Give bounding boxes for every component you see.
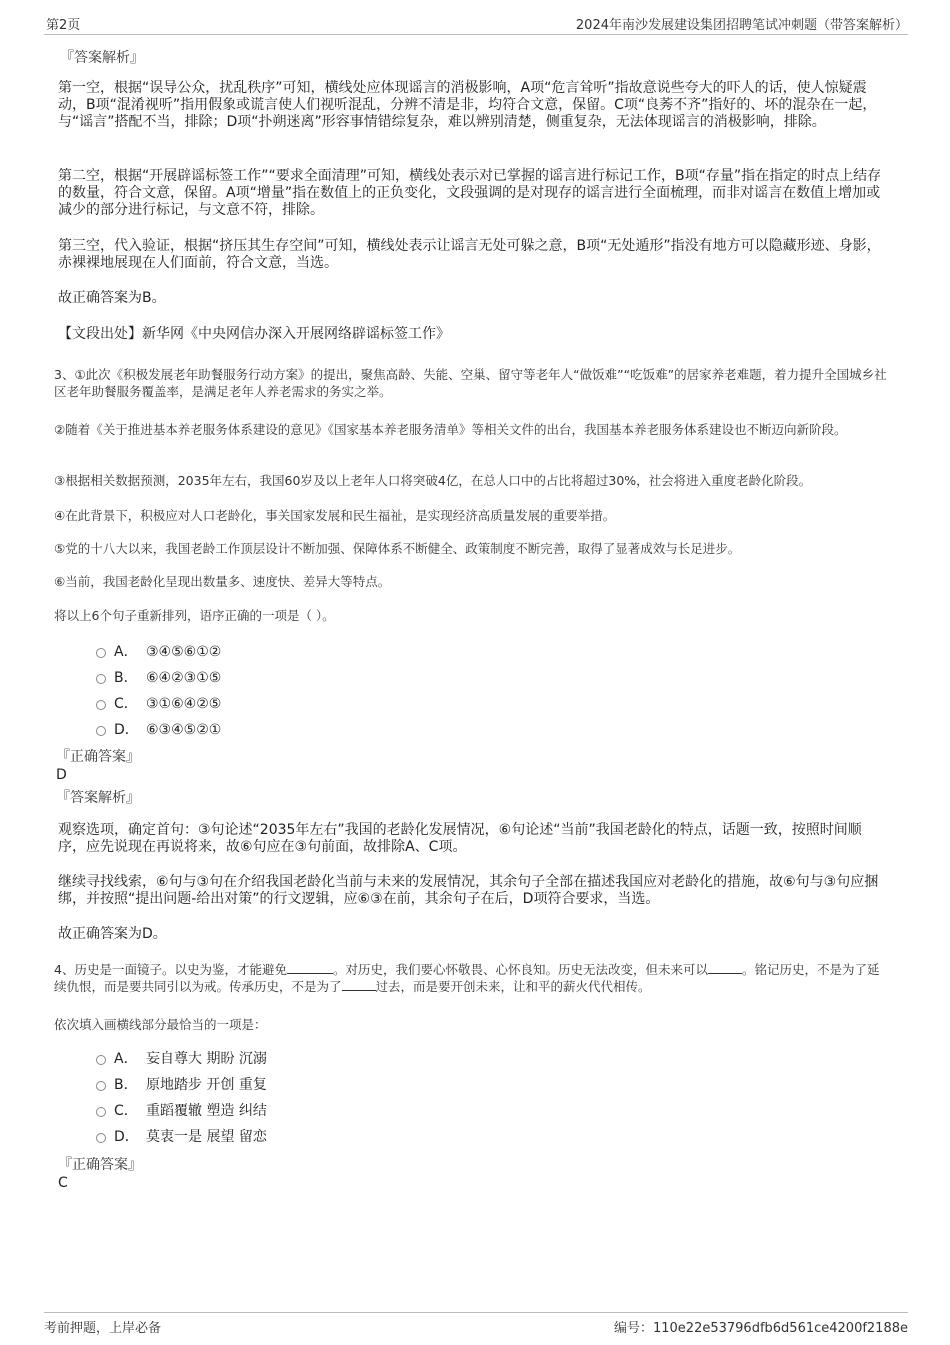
- q3-analysis-2: 继续寻找线索，⑥句与③句在介绍我国老龄化当前与未来的发展情况，其余句子全部在描述我国应对老龄化的措施，故⑥句与③句应捆绑，并按照“提出问题-给出对策”的行文逻辑，应⑥③在前，其余句子在后，D项符合要求，当选。: [58, 874, 879, 907]
- document-title: 2024年南沙发展建设集团招聘笔试冲刺题（带答案解析）: [575, 18, 908, 33]
- document-id: 编号：110e22e53796dfb6d561ce4200f2188e: [613, 1321, 908, 1336]
- q3-sentence-5: ⑤党的十八大以来，我国老龄工作顶层设计不断加强、保障体系不断健全、政策制度不断完善，取得了显著成效与长足进步。: [54, 541, 741, 556]
- q3-analysis-1: 观察选项，确定首句：③句论述“2035年左右”我国的老龄化发展情况，⑥句论述“当前”我国老龄化的特点，话题一致，按照时间顺序，应先说现在再说将来，故⑥句应在③句前面，故排除A、C项。: [58, 822, 862, 855]
- analysis-label: 『答案解析』: [56, 790, 140, 806]
- analysis-label: 『答案解析』: [60, 50, 144, 66]
- q3-analysis-conclusion: 故正确答案为D。: [58, 926, 167, 942]
- analysis-conclusion: 故正确答案为B。: [58, 290, 166, 306]
- q4-prompt: 依次填入画横线部分最恰当的一项是：: [54, 1017, 267, 1032]
- page-number: 第2页: [46, 18, 81, 33]
- blank-3: [342, 978, 376, 991]
- page-header: [44, 12, 908, 35]
- radio-icon[interactable]: [96, 648, 106, 658]
- correct-answer-value: C: [58, 1175, 68, 1191]
- q3-sentence-3: ③根据相关数据预测，2035年左右，我国60岁及以上老年人口将突破4亿，在总人口中的占比将超过30%，社会将进入重度老龄化阶段。: [54, 473, 812, 488]
- radio-icon[interactable]: [96, 726, 106, 736]
- correct-answer-label: 『正确答案』: [58, 1157, 142, 1173]
- radio-icon[interactable]: [96, 1081, 106, 1091]
- q4-option-d[interactable]: D． 莫衷一是 展望 留恋: [56, 1127, 456, 1153]
- q3-sentence-4: ④在此背景下，积极应对人口老龄化，事关国家发展和民生福祉，是实现经济高质量发展的重要举措。: [54, 508, 616, 523]
- q4-option-b[interactable]: B． 原地踏步 开创 重复: [56, 1075, 456, 1101]
- q3-option-b[interactable]: B． ⑥④②③①⑤: [56, 668, 456, 694]
- q4-option-a[interactable]: A． 妄自尊大 期盼 沉溺: [56, 1049, 456, 1075]
- analysis-paragraph-3: 第三空，代入验证，根据“挤压其生存空间”可知，横线处表示让谣言无处可躲之意，B项“无处遁形”指没有地方可以隐藏形迹、身影，赤裸裸地展现在人们面前，符合文意，当选。: [58, 238, 881, 271]
- analysis-paragraph-1: 第一空，根据“误导公众，扰乱秩序”可知，横线处应体现谣言的消极影响，A项“危言耸听”指故意说些夸大的吓人的话，使人惊疑震动，B项“混淆视听”指用假象或谎言使人们视听混乱，分辨不清是非，均符合文意，保留。C项“良莠不齐”指好的、坏的混杂在一起，与“谣言”搭配不当，排除；D项“扑朔迷离”形容事情错综复杂，难以辨别清楚，侧重复杂，无法体现谣言的消极影响，排除。: [58, 80, 877, 130]
- radio-icon[interactable]: [96, 674, 106, 684]
- q3-sentence-1: 3、①此次《积极发展老年助餐服务行动方案》的提出，聚焦高龄、失能、空巢、留守等老年人“做饭难”“吃饭难”的居家养老难题，着力提升全国城乡社区老年助餐服务覆盖率，是满足老年人养老需求的务实之举。: [54, 367, 887, 399]
- radio-icon[interactable]: [96, 1133, 106, 1143]
- q3-options: [56, 642, 456, 746]
- page-footer: [44, 1312, 908, 1337]
- q4-stem: 4、历史是一面镜子。以史为鉴，才能避免 。对历史，我们要心怀敬畏、心怀良知。历史无法改变，但未来可以 。铭记历史，不是为了延续仇恨，而是要共同引以为戒。传承历史，不是为了 过去，而是要开创未来，让和平的薪火代代相传。: [54, 962, 880, 994]
- q3-prompt: 将以上6个句子重新排列，语序正确的一项是（ ）。: [54, 608, 335, 623]
- q4-options: [56, 1049, 456, 1153]
- blank-2: [708, 961, 742, 974]
- q3-sentence-2: ②随着《关于推进基本养老服务体系建设的意见》《国家基本养老服务清单》等相关文件的出台，我国基本养老服务体系建设也不断迈向新阶段。: [54, 422, 847, 437]
- analysis-paragraph-2: 第二空，根据“开展辟谣标签工作”“要求全面清理”可知，横线处表示对已掌握的谣言进行标记工作，B项“存量”指在指定的时点上结存的数量，符合文意，保留。A项“增量”指在数值上的正负变化，文段强调的是对现存的谣言进行全面梳理，而非对谣言在数值上增加或减少的部分进行标记，与文意不符，排除。: [58, 168, 882, 218]
- q3-option-d[interactable]: D． ⑥③④⑤②①: [56, 720, 456, 746]
- radio-icon[interactable]: [96, 1107, 106, 1117]
- q3-option-a[interactable]: A． ③④⑤⑥①②: [56, 642, 456, 668]
- source-citation: 【文段出处】新华网《中央网信办深入开展网络辟谣标签工作》: [58, 326, 450, 342]
- blank-1: [287, 961, 333, 974]
- radio-icon[interactable]: [96, 700, 106, 710]
- correct-answer-label: 『正确答案』: [56, 749, 140, 765]
- q3-option-c[interactable]: C． ③①⑥④②⑤: [56, 694, 456, 720]
- correct-answer-value: D: [56, 767, 67, 783]
- q4-option-c[interactable]: C． 重蹈覆辙 塑造 纠结: [56, 1101, 456, 1127]
- q3-sentence-6: ⑥当前，我国老龄化呈现出数量多、速度快、差异大等特点。: [54, 574, 391, 589]
- radio-icon[interactable]: [96, 1055, 106, 1065]
- footer-slogan: 考前押题，上岸必备: [44, 1321, 162, 1336]
